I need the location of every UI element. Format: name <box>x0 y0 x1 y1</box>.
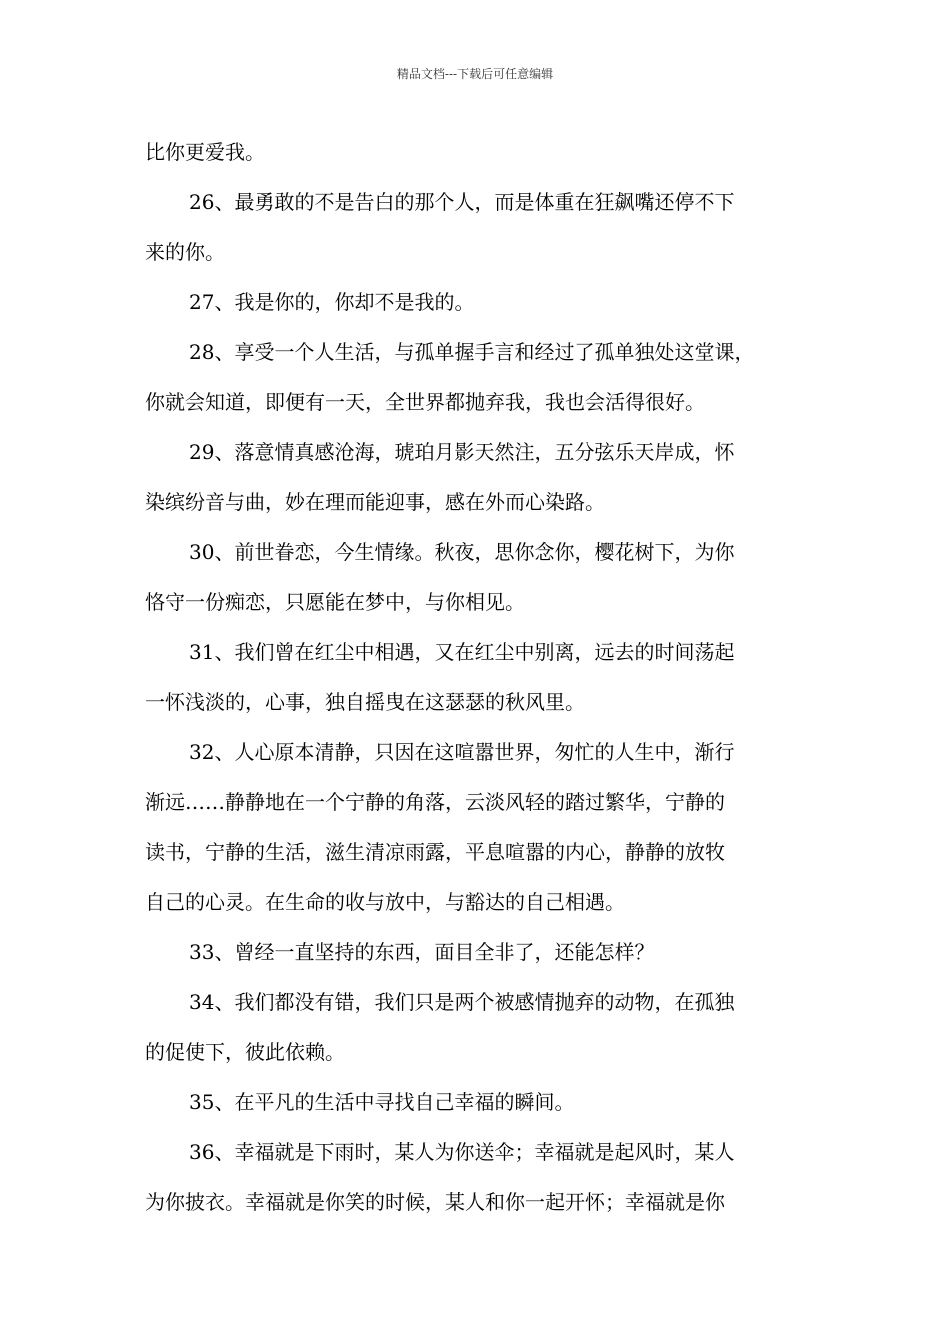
paragraph-34-line-1: 34、我们都没有错，我们只是两个被感情抛弃的动物，在孤独 <box>189 990 735 1014</box>
paragraph-28-line-2: 你就会知道，即便有一天，全世界都抛弃我，我也会活得很好。 <box>145 390 705 414</box>
page-header: 精品文档---下载后可任意编辑 <box>396 67 554 81</box>
paragraph-34-line-2: 的促使下，彼此依赖。 <box>145 1040 345 1064</box>
paragraph-28-line-1: 28、享受一个人生活，与孤单握手言和经过了孤单独处这堂课， <box>189 340 755 364</box>
paragraph-36-line-2: 为你披衣。幸福就是你笑的时候，某人和你一起开怀；幸福就是你 <box>145 1190 725 1214</box>
paragraph-32-line-2: 渐远……静静地在一个宁静的角落，云淡风轻的踏过繁华，宁静的 <box>145 790 725 814</box>
paragraph-27-line-1: 27、我是你的，你却不是我的。 <box>189 290 475 314</box>
paragraph-36-line-1: 36、幸福就是下雨时，某人为你送伞；幸福就是起风时，某人 <box>189 1140 735 1164</box>
paragraph-32-line-1: 32、人心原本清静，只因在这喧嚣世界，匆忙的人生中，渐行 <box>189 740 735 764</box>
paragraph-31-line-1: 31、我们曾在红尘中相遇，又在红尘中别离，远去的时间荡起 <box>189 640 735 664</box>
paragraph-30-line-1: 30、前世眷恋，今生情缘。秋夜，思你念你，樱花树下，为你 <box>189 540 735 564</box>
paragraph-30-line-2: 恪守一份痴恋，只愿能在梦中，与你相见。 <box>145 590 525 614</box>
paragraph-32-line-3: 读书，宁静的生活，滋生清凉雨露，平息喧嚣的内心，静静的放牧 <box>145 840 725 864</box>
paragraph-26-line-1: 26、最勇敢的不是告白的那个人，而是体重在狂飙嘴还停不下 <box>189 190 735 214</box>
paragraph-31-line-2: 一怀浅淡的，心事，独自摇曳在这瑟瑟的秋风里。 <box>145 690 585 714</box>
paragraph-26-line-2: 来的你。 <box>145 240 225 264</box>
paragraph-32-line-4: 自己的心灵。在生命的收与放中，与豁达的自己相遇。 <box>145 890 625 914</box>
paragraph-29-line-1: 29、落意情真感沧海，琥珀月影天然注，五分弦乐天岸成，怀 <box>189 440 735 464</box>
paragraph-29-line-2: 染缤纷音与曲，妙在理而能迎事，感在外而心染路。 <box>145 490 605 514</box>
paragraph-35-line-1: 35、在平凡的生活中寻找自己幸福的瞬间。 <box>189 1090 575 1114</box>
paragraph-33-line-1: 33、曾经一直坚持的东西，面目全非了，还能怎样？ <box>189 940 655 964</box>
text-line: 比你更爱我。 <box>145 140 265 164</box>
